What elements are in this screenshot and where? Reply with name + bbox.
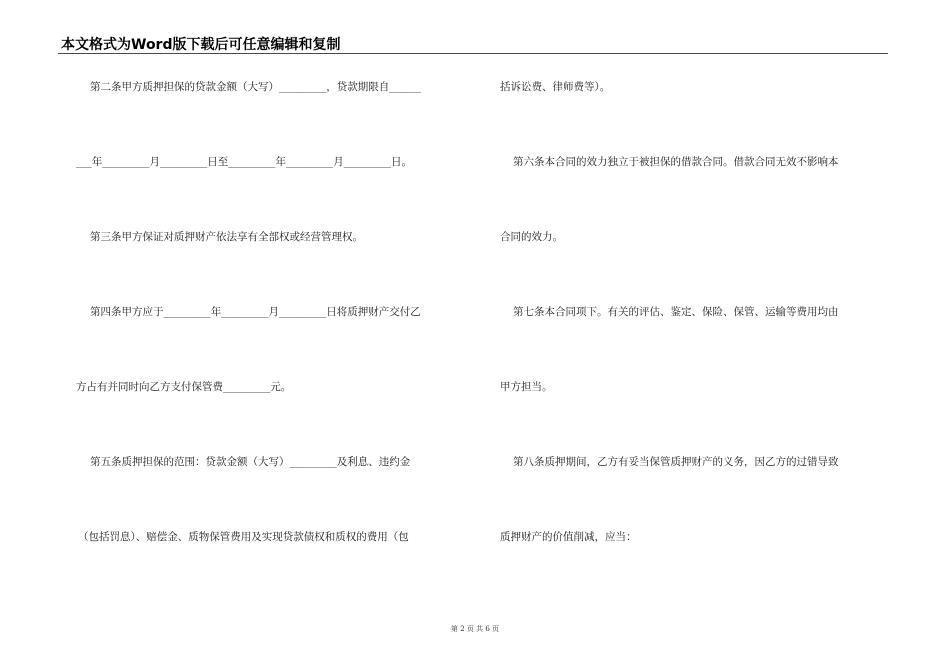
paragraph-line: 第五条质押担保的范围：贷款金额（大写）_________及利息、违约金 (90, 456, 411, 468)
paragraph-line: 第六条本合同的效力独立于被担保的借款合同。借款合同无效不影响本 (513, 156, 839, 168)
paragraph-line: 第二条甲方质押担保的贷款金额（大写）_________，贷款期限自______ (90, 81, 421, 93)
paragraph-line: 合同的效力。 (500, 231, 563, 243)
paragraph-line: 括诉讼费、律师费等）。 (500, 81, 611, 93)
paragraph-line: 第三条甲方保证对质押财产依法享有全部权或经营管理权。 (90, 231, 363, 243)
paragraph-line: 第七条本合同项下。有关的评估、鉴定、保险、保管、运输等费用均由 (513, 306, 839, 318)
header-divider (58, 53, 888, 54)
paragraph-line: 甲方担当。 (500, 381, 553, 393)
page-number: 第 2 页 共 6 页 (450, 625, 500, 633)
paragraph-line: 第四条甲方应于_________年_________月_________日将质押财产交付乙 (90, 306, 421, 318)
paragraph-line: ___年_________月_________日至_________年_________月_________日。 (76, 156, 412, 168)
paragraph-line: 方占有并同时向乙方支付保管费_________元。 (76, 381, 292, 393)
paragraph-line: （包括罚息）、赔偿金、质物保管费用及实现贷款债权和质权的费用（包 (78, 531, 409, 543)
paragraph-line: 质押财产的价值削减，应当： (500, 531, 637, 543)
document-header-title: 本文格式为Word版下载后可任意编辑和复制 (61, 37, 341, 53)
paragraph-line: 第八条质押期间，乙方有妥当保管质押财产的义务，因乙方的过错导致 (513, 456, 839, 468)
